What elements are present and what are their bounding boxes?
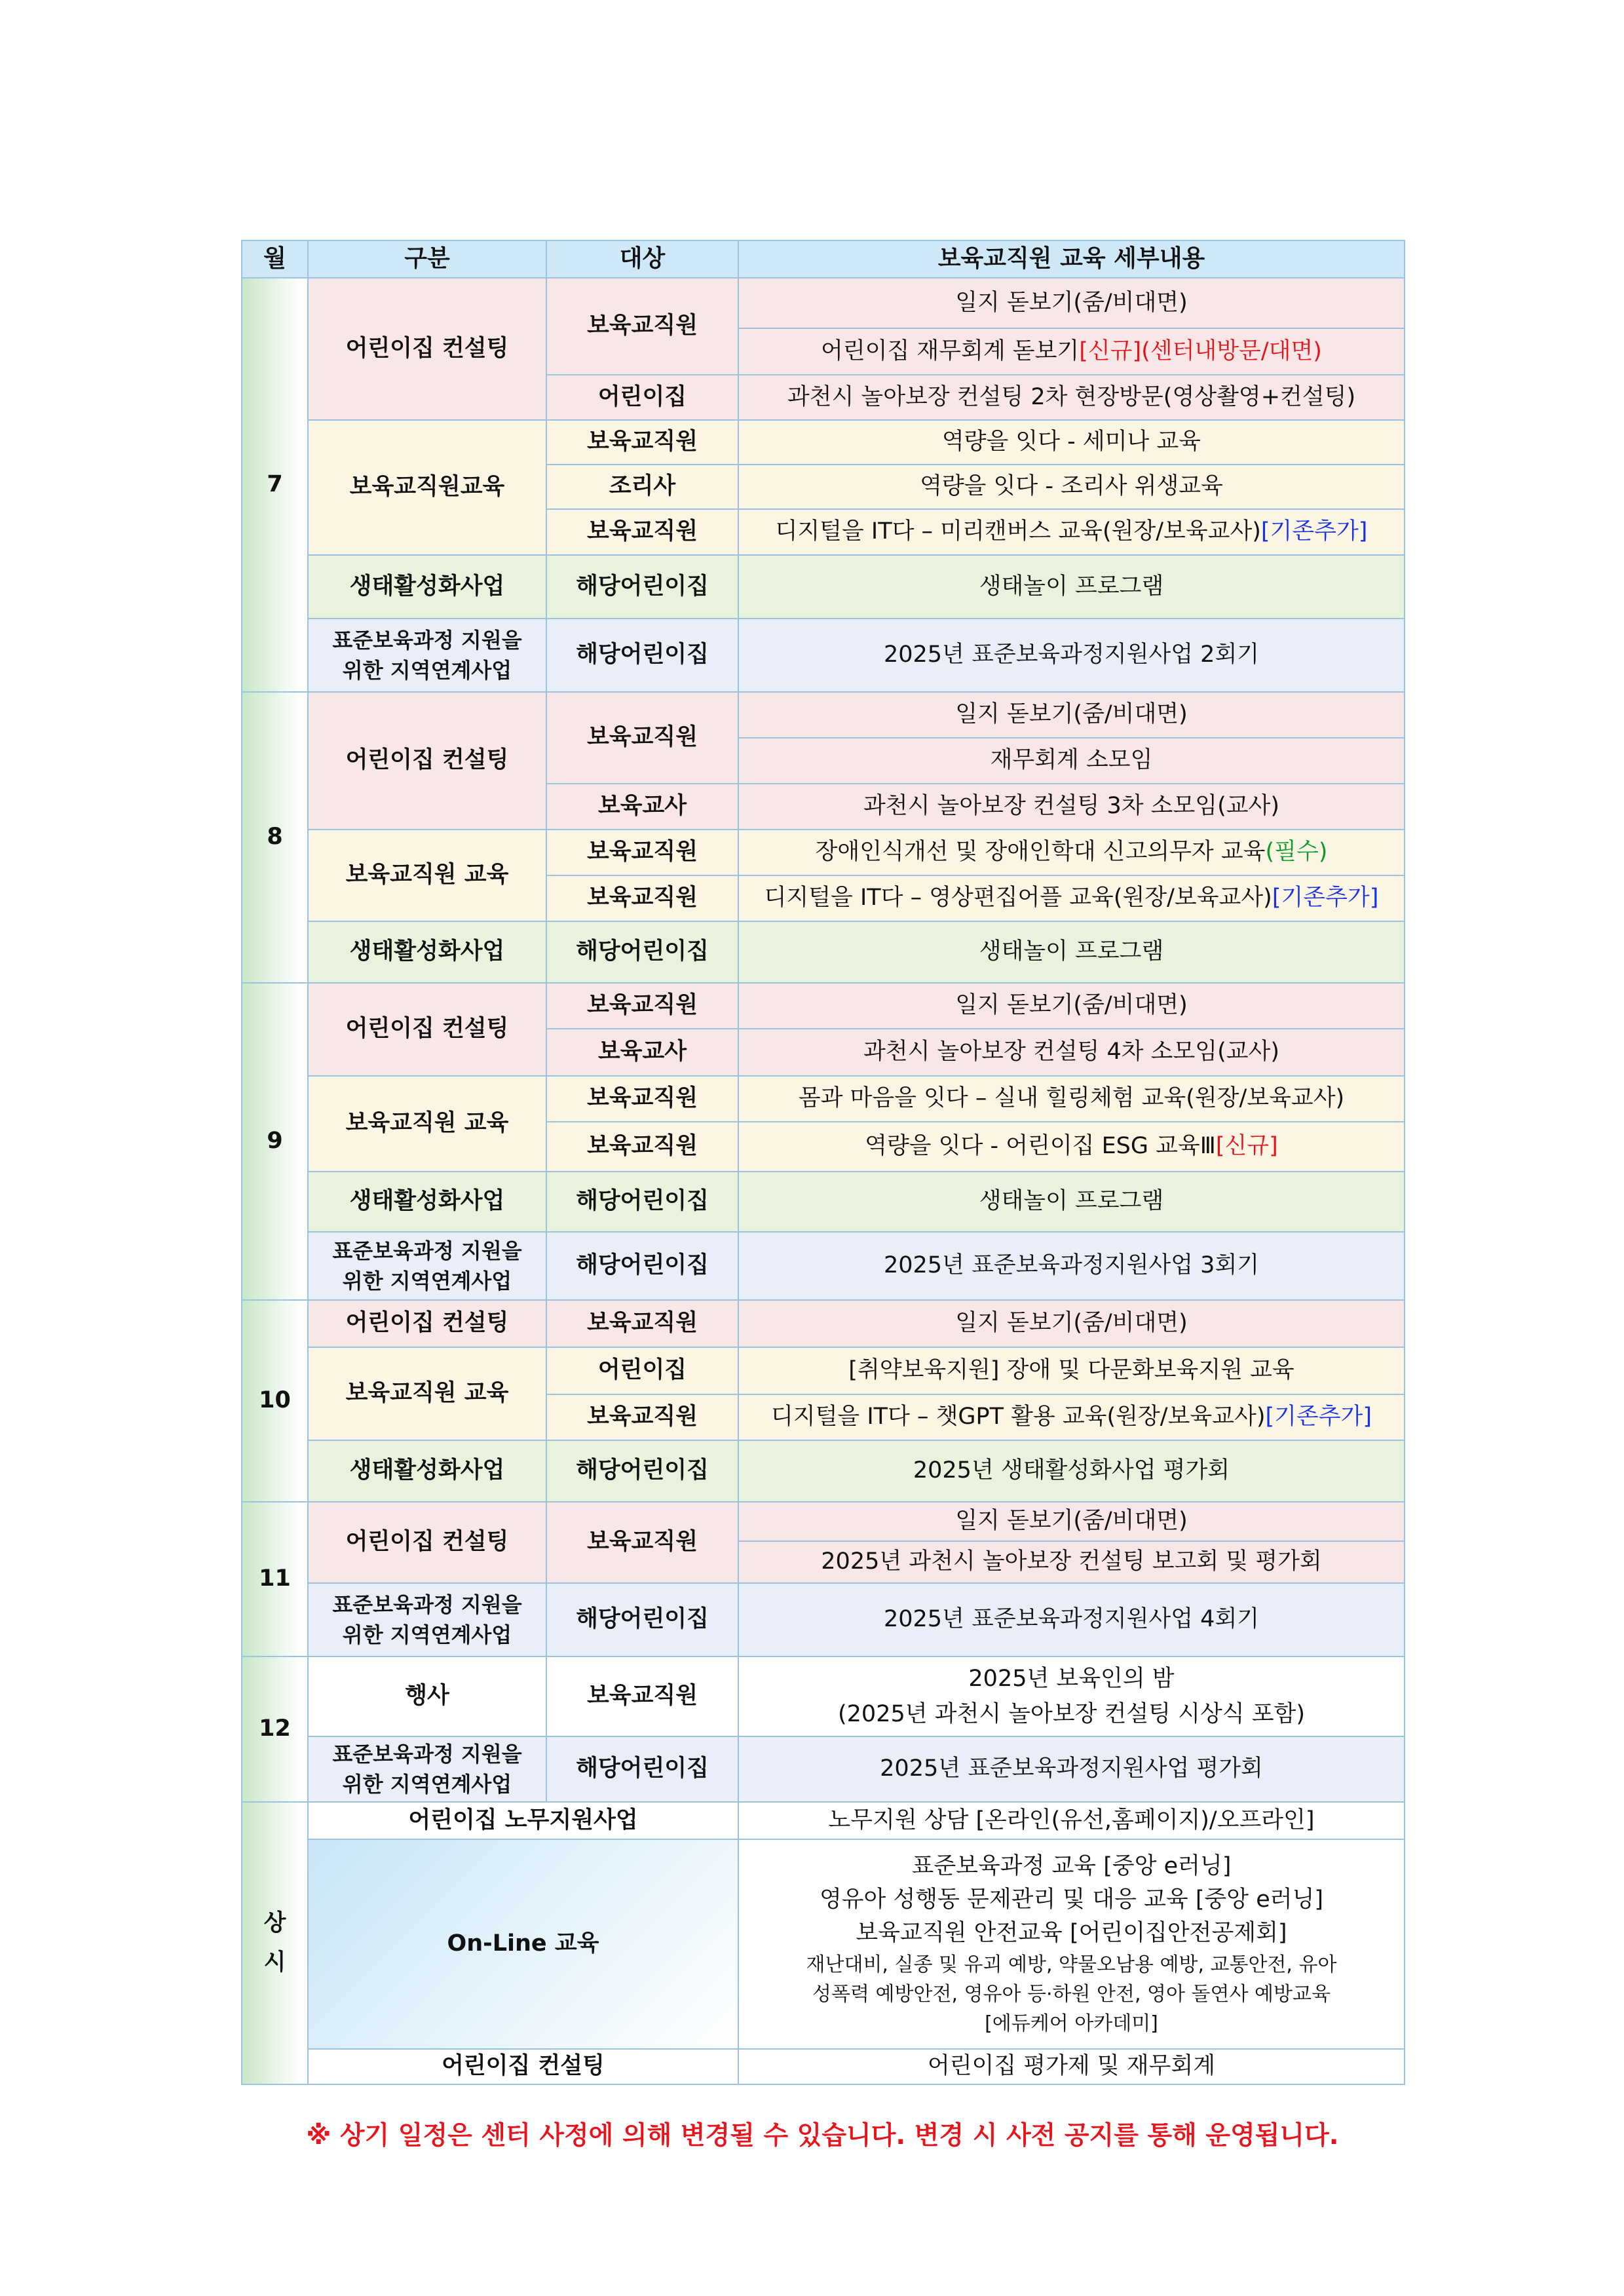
- detail-cell: 2025년 표준보육과정지원사업 평가회: [738, 1736, 1405, 1802]
- category-cell: 생태활성화사업: [308, 1440, 546, 1502]
- visit-tag: (센터내방문/대면): [1141, 337, 1322, 364]
- detail-text: 역량을 잇다 - 어린이집 ESG 교육Ⅲ: [865, 1133, 1216, 1160]
- detail-cell: 역량을 잇다 - 세미나 교육: [738, 420, 1405, 465]
- existing-tag: [기존추가]: [1260, 518, 1368, 545]
- target-cell: 보육교직원: [546, 830, 738, 875]
- category-cell: 표준보육과정 지원을 위한 지역연계사업: [308, 1583, 546, 1656]
- category-cell: 표준보육과정 지원을 위한 지역연계사업: [308, 1232, 546, 1300]
- detail-text: 디지털을 IT다 – 영상편집어플 교육(원장/보육교사): [764, 885, 1272, 911]
- detail-cell: 일지 돋보기(줌/비대면): [738, 692, 1405, 738]
- detail-text: 디지털을 IT다 – 챗GPT 활용 교육(원장/보육교사): [770, 1404, 1266, 1430]
- online-course: 영유아 성행동 문제관리 및 대응 교육 [중앙 e러닝]: [819, 1886, 1324, 1913]
- table-row: [242, 1440, 1405, 1502]
- header-row: [242, 240, 1405, 278]
- header-category: 구분: [308, 240, 546, 278]
- table-row: [242, 420, 1405, 465]
- target-cell: 어린이집: [546, 375, 738, 420]
- header-target: 대상: [546, 240, 738, 278]
- category-cell: 어린이집 노무지원사업: [308, 1802, 738, 1839]
- target-cell: 보육교직원: [546, 278, 738, 375]
- table-row: [242, 1347, 1405, 1394]
- target-cell: 해당어린이집: [546, 1440, 738, 1502]
- target-cell: 해당어린이집: [546, 921, 738, 983]
- table-row: [242, 1172, 1405, 1232]
- target-cell: 보육교직원: [546, 1300, 738, 1347]
- target-cell: 해당어린이집: [546, 1232, 738, 1300]
- target-cell: 보육교사: [546, 1029, 738, 1076]
- detail-cell: 2025년 표준보육과정지원사업 4회기: [738, 1583, 1405, 1656]
- detail-cell: 2025년 과천시 놀아보장 컨설팅 보고회 및 평가회: [738, 1541, 1405, 1583]
- table-row: [242, 983, 1405, 1029]
- detail-text: 어린이집 재무회계 돋보기: [821, 337, 1080, 364]
- target-cell: 보육교직원: [546, 692, 738, 784]
- detail-cell: 몸과 마음을 잇다 – 실내 힐링체험 교육(원장/보육교사): [738, 1076, 1405, 1122]
- detail-cell: [738, 875, 1405, 921]
- table-row: [242, 830, 1405, 875]
- detail-cell: 2025년 생태활성화사업 평가회: [738, 1440, 1405, 1502]
- detail-cell: 과천시 놀아보장 컨설팅 2차 현장방문(영상촬영+컨설팅): [738, 375, 1405, 420]
- detail-cell: [738, 1839, 1405, 2049]
- category-cell: 어린이집 컨설팅: [308, 2049, 738, 2084]
- table-row: [242, 1502, 1405, 1541]
- target-cell: 보육교직원: [546, 1394, 738, 1440]
- table-row: [242, 1583, 1405, 1656]
- month-cell: 10: [242, 1300, 308, 1502]
- table-row: [242, 278, 1405, 328]
- target-cell: 보육교직원: [546, 1656, 738, 1736]
- category-cell: 어린이집 컨설팅: [308, 983, 546, 1076]
- detail-cell: [738, 1394, 1405, 1440]
- detail-cell: 2025년 표준보육과정지원사업 2회기: [738, 619, 1405, 692]
- category-cell: 생태활성화사업: [308, 555, 546, 619]
- category-cell: 보육교직원교육: [308, 420, 546, 555]
- header-detail: 보육교직원 교육 세부내용: [738, 240, 1405, 278]
- detail-cell: 일지 돋보기(줌/비대면): [738, 1300, 1405, 1347]
- table-row: [242, 2049, 1405, 2084]
- table-row: [242, 1656, 1405, 1736]
- detail-cell: 2025년 표준보육과정지원사업 3회기: [738, 1232, 1405, 1300]
- schedule-notice: ※ 상기 일정은 센터 사정에 의해 변경될 수 있습니다. 변경 시 사전 공지를 통해 운영됩니다.: [306, 2121, 1339, 2151]
- category-cell: 표준보육과정 지원을 위한 지역연계사업: [308, 1736, 546, 1802]
- online-course: 재난대비, 실종 및 유괴 예방, 약물오남용 예방, 교통안전, 유아 성폭력 예방안전, 영유아 등·하원 안전, 영아 돌연사 예방교육 [에듀케어 아카데미]: [806, 1953, 1337, 2035]
- detail-cell: 역량을 잇다 - 조리사 위생교육: [738, 465, 1405, 509]
- detail-cell: 어린이집 평가제 및 재무회계: [738, 2049, 1405, 2084]
- table-row: [242, 921, 1405, 983]
- target-cell: 보육교직원: [546, 875, 738, 921]
- table-row: [242, 619, 1405, 692]
- target-cell: 조리사: [546, 465, 738, 509]
- detail-text: 디지털을 IT다 – 미리캔버스 교육(원장/보육교사): [775, 518, 1261, 545]
- detail-text: 장애인식개선 및 장애인학대 신고의무자 교육: [815, 839, 1266, 866]
- category-cell: 어린이집 컨설팅: [308, 1502, 546, 1583]
- category-cell: 보육교직원 교육: [308, 1347, 546, 1440]
- detail-cell: 생태놀이 프로그램: [738, 1172, 1405, 1232]
- month-cell: 11: [242, 1502, 308, 1656]
- table-row: [242, 692, 1405, 738]
- month-cell: 9: [242, 983, 308, 1300]
- detail-cell: [취약보육지원] 장애 및 다문화보육지원 교육: [738, 1347, 1405, 1394]
- detail-cell: [738, 830, 1405, 875]
- table-row: [242, 1300, 1405, 1347]
- target-cell: 해당어린이집: [546, 1583, 738, 1656]
- target-cell: 보육교직원: [546, 1076, 738, 1122]
- target-cell: 보육교직원: [546, 1502, 738, 1583]
- target-cell: 해당어린이집: [546, 555, 738, 619]
- online-course: 표준보육과정 교육 [중앙 e러닝]: [911, 1853, 1232, 1880]
- required-tag: (필수): [1265, 839, 1328, 866]
- target-cell: 해당어린이집: [546, 1736, 738, 1802]
- detail-cell: [738, 509, 1405, 555]
- existing-tag: [기존추가]: [1272, 885, 1379, 911]
- target-cell: 보육교직원: [546, 509, 738, 555]
- category-cell: 보육교직원 교육: [308, 1076, 546, 1172]
- new-tag: [신규]: [1215, 1133, 1278, 1160]
- target-cell: 해당어린이집: [546, 1172, 738, 1232]
- month-cell: 12: [242, 1656, 308, 1802]
- month-cell: 7: [242, 278, 308, 692]
- detail-cell: 일지 돋보기(줌/비대면): [738, 983, 1405, 1029]
- table-row: [242, 555, 1405, 619]
- target-cell: 해당어린이집: [546, 619, 738, 692]
- category-cell: 어린이집 컨설팅: [308, 692, 546, 830]
- detail-cell: 노무지원 상담 [온라인(유선,홈페이지)/오프라인]: [738, 1802, 1405, 1839]
- table-row: [242, 1076, 1405, 1122]
- detail-cell: 일지 돋보기(줌/비대면): [738, 1502, 1405, 1541]
- header-month: 월: [242, 240, 308, 278]
- detail-cell: 재무회계 소모임: [738, 738, 1405, 784]
- month-cell: 8: [242, 692, 308, 983]
- detail-cell: 생태놀이 프로그램: [738, 555, 1405, 619]
- target-cell: 보육교사: [546, 784, 738, 830]
- target-cell: 어린이집: [546, 1347, 738, 1394]
- table-row: [242, 1839, 1405, 2049]
- category-cell: 생태활성화사업: [308, 921, 546, 983]
- category-cell: 생태활성화사업: [308, 1172, 546, 1232]
- target-cell: 보육교직원: [546, 983, 738, 1029]
- new-tag: [신규]: [1079, 337, 1142, 364]
- category-cell: 보육교직원 교육: [308, 830, 546, 921]
- existing-tag: [기존추가]: [1265, 1404, 1372, 1430]
- target-cell: 보육교직원: [546, 1122, 738, 1172]
- category-cell: 표준보육과정 지원을 위한 지역연계사업: [308, 619, 546, 692]
- table-row: [242, 1802, 1405, 1839]
- table-row: [242, 1232, 1405, 1300]
- detail-cell: 과천시 놀아보장 컨설팅 4차 소모임(교사): [738, 1029, 1405, 1076]
- category-cell: 행사: [308, 1656, 546, 1736]
- month-cell: 상 시: [242, 1802, 308, 2084]
- table-row: [242, 1736, 1405, 1802]
- detail-cell: [738, 1122, 1405, 1172]
- category-cell: 어린이집 컨설팅: [308, 278, 546, 420]
- target-cell: 보육교직원: [546, 420, 738, 465]
- detail-cell: [738, 328, 1405, 375]
- detail-cell: 2025년 보육인의 밤 (2025년 과천시 놀아보장 컨설팅 시상식 포함): [738, 1656, 1405, 1736]
- detail-cell: 과천시 놀아보장 컨설팅 3차 소모임(교사): [738, 784, 1405, 830]
- detail-cell: 생태놀이 프로그램: [738, 921, 1405, 983]
- online-course: 보육교직원 안전교육 [어린이집안전공제회]: [856, 1919, 1287, 1946]
- schedule-table: [241, 240, 1405, 2085]
- category-cell: 어린이집 컨설팅: [308, 1300, 546, 1347]
- detail-cell: 일지 돋보기(줌/비대면): [738, 278, 1405, 328]
- category-cell: On-Line 교육: [308, 1839, 738, 2049]
